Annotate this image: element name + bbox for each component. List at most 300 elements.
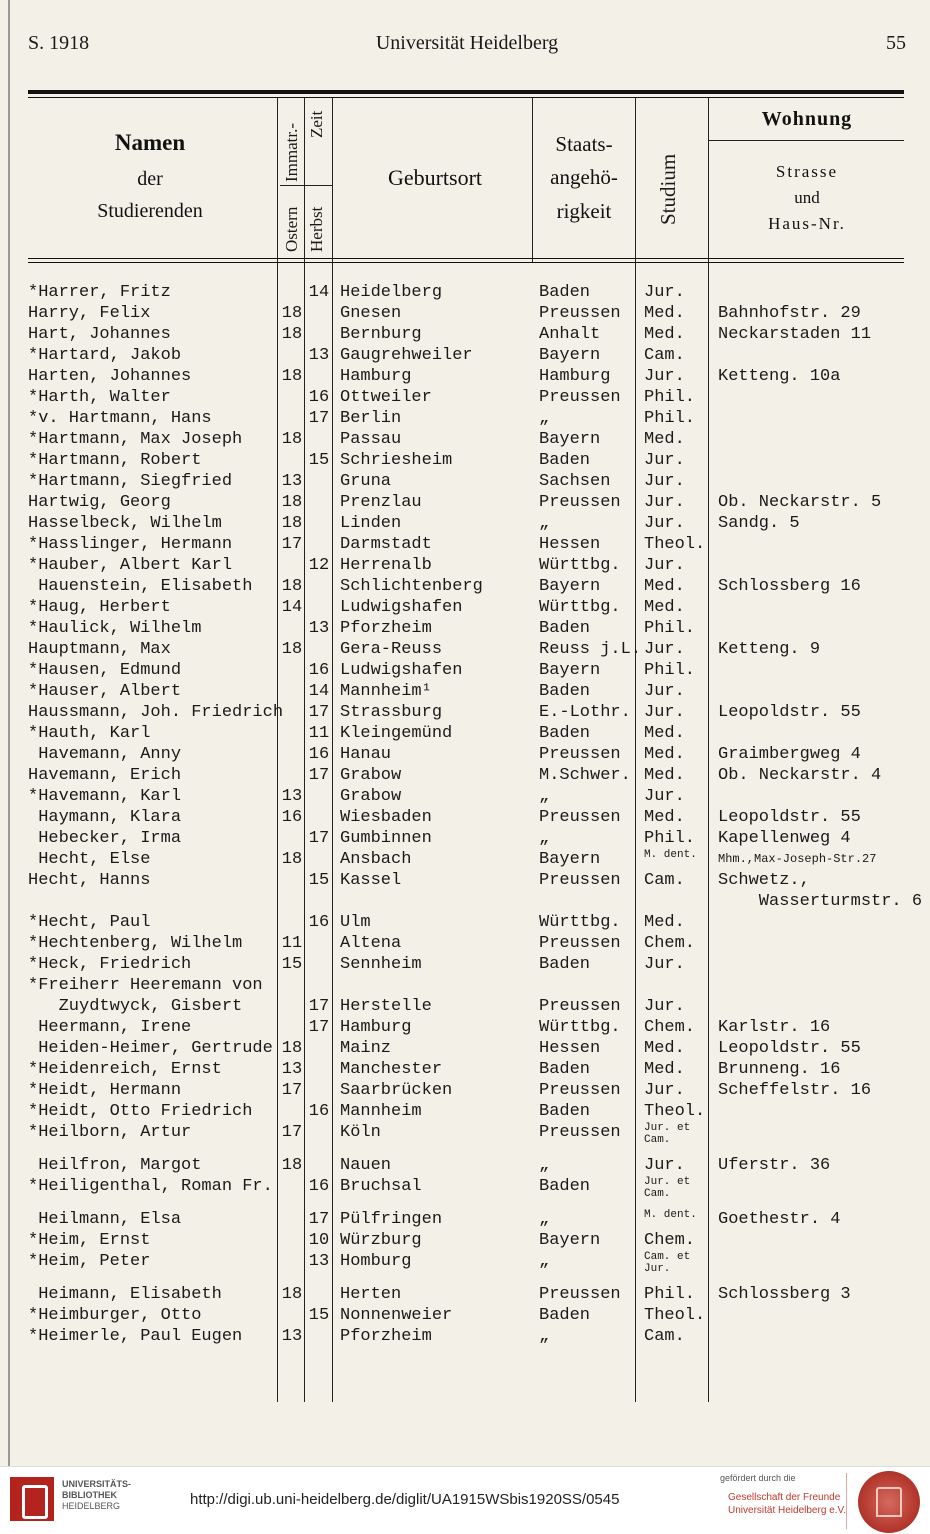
cell-name: *Heiligenthal, Roman Fr. [28,1177,273,1196]
cell-study: Phil. [644,1285,696,1304]
cell-study: Phil. [644,661,696,680]
cell-study: Theol. [644,535,706,554]
cell-birth: Altena [340,934,402,953]
cell-herbst: 17 [308,1210,330,1229]
cell-state: Bayern [539,661,601,680]
header-studium: Studium [656,153,680,225]
cell-herbst: 13 [308,346,330,365]
cell-herbst: 11 [308,724,330,743]
header-und: und [794,188,820,207]
cell-ostern: 16 [281,808,303,827]
table-row [0,765,930,786]
wohnung-divider [709,140,904,141]
cell-name: *Heimburger, Otto [28,1306,202,1325]
cell-name: *v. Hartmann, Hans [28,409,212,428]
cell-herbst: 17 [308,766,330,785]
cell-state: Preussen [539,1123,621,1142]
cell-name: Heimann, Elisabeth [28,1285,222,1304]
footer-divider [846,1473,847,1529]
cell-birth: Prenzlau [340,493,422,512]
cell-birth: Kassel [340,871,402,890]
cell-birth: Schlichtenberg [340,577,483,596]
cell-study: Jur. et Cam. [644,1122,691,1146]
cell-herbst: 16 [308,1102,330,1121]
cell-birth: Saarbrücken [340,1081,453,1100]
cell-study: Med. [644,766,685,785]
cell-state: Preussen [539,388,621,407]
cell-birth: Gera-Reuss [340,640,443,659]
cell-state: Sachsen [539,472,611,491]
header-staats-2: angehö- [550,165,618,189]
cell-state: Preussen [539,1285,621,1304]
cell-birth: Grabow [340,766,402,785]
cell-state: Preussen [539,871,621,890]
cell-name: *Heim, Ernst [28,1231,151,1250]
table-row [0,1059,930,1080]
cell-state: „ [539,1210,550,1229]
cell-birth: Pforzheim [340,1327,432,1346]
cell-state: Preussen [539,808,621,827]
cell-study: Theol. [644,1102,706,1121]
cell-study: Jur. [644,556,685,575]
cell-addr: Leopoldstr. 55 [718,703,861,722]
cell-name: *Hauth, Karl [28,724,151,743]
cell-birth: Herrenalb [340,556,432,575]
cell-herbst: 15 [308,871,330,890]
cell-birth: Herten [340,1285,402,1304]
cell-birth: Hanau [340,745,392,764]
cell-herbst: 14 [308,682,330,701]
table-row [0,639,930,660]
cell-name: Haymann, Klara [28,808,182,827]
cell-study: Jur. et Cam. [644,1176,691,1200]
cell-addr: Mhm.,Max-Joseph-Str.27 [718,852,877,866]
cell-ostern: 18 [281,304,303,323]
cell-study: Jur. [644,703,685,722]
table-row [0,471,930,492]
cell-study: M. dent. [644,849,697,861]
table-row [0,429,930,450]
cell-herbst: 13 [308,619,330,638]
cell-ostern: 11 [281,934,303,953]
cell-ostern: 17 [281,1123,303,1142]
cell-name: Hasselbeck, Wilhelm [28,514,222,533]
cell-study: Med. [644,598,685,617]
cell-study: Jur. [644,451,685,470]
table-row [0,1101,930,1122]
cell-ostern: 18 [281,1156,303,1175]
cell-state: „ [539,787,550,806]
header-studierenden: Studierenden [97,200,203,222]
cell-study: Cam. [644,1327,685,1346]
cell-birth: Wiesbaden [340,808,432,827]
cell-state: Baden [539,451,591,470]
cell-ostern: 18 [281,367,303,386]
header-wohnung: Wohnung [761,108,853,130]
cell-addr: Leopoldstr. 55 [718,1039,861,1058]
cell-state: Bayern [539,850,601,869]
cell-herbst: 16 [308,661,330,680]
cell-addr: Leopoldstr. 55 [718,808,861,827]
cell-name: Heilfron, Margot [28,1156,202,1175]
cell-addr: Sandg. 5 [718,514,800,533]
table-row [0,891,930,912]
cell-ostern: 15 [281,955,303,974]
cell-birth: Nauen [340,1156,392,1175]
cell-birth: Nonnenweier [340,1306,453,1325]
cell-herbst: 16 [308,388,330,407]
cell-state: Hessen [539,535,601,554]
cell-state: Anhalt [539,325,601,344]
cell-name: *Haulick, Wilhelm [28,619,202,638]
cell-birth: Mannheim¹ [340,682,432,701]
cell-state: M.Schwer. [539,766,631,785]
cell-state: „ [539,829,550,848]
table-row [0,828,930,849]
cell-state: Preussen [539,997,621,1016]
cell-birth: Ansbach [340,850,412,869]
table-row [0,1155,930,1176]
cell-addr: Schwetz., [718,871,810,890]
cell-addr: Scheffelstr. 16 [718,1081,872,1100]
cell-birth: Ludwigshafen [340,661,463,680]
immatr-divider [280,185,332,186]
cell-name: Hebecker, Irma [28,829,182,848]
cell-state: Preussen [539,934,621,953]
cell-state: „ [539,409,550,428]
cell-name: *Hartard, Jakob [28,346,182,365]
cell-name: Hecht, Else [28,850,151,869]
cell-name: *Hauber, Albert Karl [28,556,233,575]
table-row [0,660,930,681]
library-name-3: HEIDELBERG [62,1501,121,1511]
table-row [0,1251,930,1275]
table-row [0,681,930,702]
cell-birth: Hamburg [340,367,412,386]
cell-addr: Uferstr. 36 [718,1156,831,1175]
cell-study: Med. [644,808,685,827]
header-der: der [137,168,163,190]
cell-herbst: 16 [308,1177,330,1196]
cell-herbst: 17 [308,997,330,1016]
cell-name: *Heim, Peter [28,1252,151,1271]
library-name-2: BIBLIOTHEK [62,1490,117,1500]
cell-state: Württbg. [539,1018,621,1037]
header-namen: Namen [114,130,186,155]
cell-study: Jur. [644,997,685,1016]
cell-birth: Manchester [340,1060,443,1079]
cell-study: Med. [644,913,685,932]
table-row [0,618,930,639]
cell-name: *Hartmann, Max Joseph [28,430,243,449]
cell-study: Cam. et Jur. [644,1251,691,1275]
cell-herbst: 17 [308,829,330,848]
cell-name: *Hechtenberg, Wilhelm [28,934,243,953]
cell-name: Havemann, Erich [28,766,182,785]
cell-birth: Bruchsal [340,1177,422,1196]
running-head [28,32,906,62]
cell-state: Baden [539,1060,591,1079]
society-name [728,1491,846,1517]
table-row [0,282,930,303]
cell-state: Hessen [539,1039,601,1058]
table-row [0,1038,930,1059]
cell-state: Baden [539,619,591,638]
cell-birth: Schriesheim [340,451,453,470]
cell-addr: Brunneng. 16 [718,1060,841,1079]
supported-by: gefördert durch die [720,1473,796,1483]
cell-addr: Schlossberg 16 [718,577,861,596]
table-row [0,324,930,345]
header-ostern: Ostern [282,206,301,252]
cell-study: Med. [644,745,685,764]
header-geburtsort: Geburtsort [387,165,483,190]
table-row [0,702,930,723]
cell-name: Hartwig, Georg [28,493,171,512]
cell-ostern: 14 [281,598,303,617]
table-row [0,870,930,891]
cell-birth: Gnesen [340,304,402,323]
cell-state: „ [539,514,550,533]
cell-name: Heiden-Heimer, Gertrude [28,1039,273,1058]
cell-state: Baden [539,1306,591,1325]
cell-study: Jur. [644,1156,685,1175]
table-row [0,849,930,870]
table-row [0,513,930,534]
table-row [0,975,930,996]
cell-birth: Kleingemünd [340,724,453,743]
cell-name: *Heimerle, Paul Eugen [28,1327,243,1346]
cell-state: Baden [539,724,591,743]
cell-name: Harten, Johannes [28,367,192,386]
cell-birth: Bernburg [340,325,422,344]
table-row [0,576,930,597]
cell-study: Cam. [644,346,685,365]
cell-ostern: 18 [281,577,303,596]
cell-study: Jur. [644,514,685,533]
cell-study: Med. [644,304,685,323]
table-row [0,1176,930,1200]
table-row [0,954,930,975]
cell-state: E.-Lothr. [539,703,631,722]
cell-state: Bayern [539,577,601,596]
cell-study: Phil. [644,829,696,848]
cell-birth: Köln [340,1123,381,1142]
cell-herbst: 14 [308,283,330,302]
cell-state: Hamburg [539,367,611,386]
cell-name: *Hasslinger, Hermann [28,535,233,554]
cell-birth: Hamburg [340,1018,412,1037]
cell-state: Baden [539,1102,591,1121]
cell-name: *Heidt, Otto Friedrich [28,1102,253,1121]
cell-study: Med. [644,724,685,743]
cell-state: Preussen [539,304,621,323]
cell-ostern: 17 [281,1081,303,1100]
cell-ostern: 13 [281,472,303,491]
cell-name: *Freiherr Heeremann von [28,976,263,995]
table-row [0,408,930,429]
cell-study: Med. [644,325,685,344]
cell-birth: Strassburg [340,703,443,722]
footer-bar [0,1466,930,1534]
cell-name: *Hauser, Albert [28,682,182,701]
cell-ostern: 18 [281,850,303,869]
cell-name: *Hartmann, Siegfried [28,472,233,491]
table-row [0,744,930,765]
header-strasse: Strasse [775,162,839,181]
cell-study: M. dent. [644,1209,697,1221]
cell-birth: Heidelberg [340,283,443,302]
cell-birth: Berlin [340,409,402,428]
cell-name: Haussmann, Joh. Friedrich [28,703,284,722]
table-row [0,933,930,954]
cell-name: Hauptmann, Max [28,640,171,659]
table-row [0,1305,930,1326]
cell-study: Med. [644,1039,685,1058]
cell-state: Bayern [539,1231,601,1250]
cell-name: *Heidenreich, Ernst [28,1060,222,1079]
cell-name: Heermann, Irene [28,1018,192,1037]
cell-birth: Pülfringen [340,1210,443,1229]
cell-addr: Ob. Neckarstr. 4 [718,766,882,785]
cell-ostern: 17 [281,535,303,554]
table-row [0,1209,930,1230]
cell-name: Havemann, Anny [28,745,182,764]
cell-addr: Ob. Neckarstr. 5 [718,493,882,512]
society-name-2: Universität Heidelberg e.V. [728,1505,847,1516]
source-url[interactable]: http://digi.ub.uni-heidelberg.de/diglit/UA1915WSbis1920SS/0545 [190,1491,620,1508]
cell-herbst: 12 [308,556,330,575]
cell-addr: Kapellenweg 4 [718,829,851,848]
cell-name: *Heck, Friedrich [28,955,192,974]
cell-state: Preussen [539,745,621,764]
cell-addr: Bahnhofstr. 29 [718,304,861,323]
cell-state: Württbg. [539,913,621,932]
cell-state: Baden [539,283,591,302]
cell-birth: Gumbinnen [340,829,432,848]
header-immatr: Immatr.- [282,122,301,182]
cell-name: *Hartmann, Robert [28,451,202,470]
cell-birth: Darmstadt [340,535,432,554]
cell-study: Jur. [644,640,685,659]
cell-addr: Goethestr. 4 [718,1210,841,1229]
cell-name: Zuydtwyck, Gisbert [28,997,243,1016]
cell-study: Jur. [644,682,685,701]
table-row [0,555,930,576]
cell-name: *Havemann, Karl [28,787,182,806]
cell-study: Chem. [644,934,696,953]
cell-birth: Linden [340,514,402,533]
cell-herbst: 15 [308,1306,330,1325]
library-name-1: UNIVERSITÄTS- [62,1479,132,1489]
cell-study: Med. [644,577,685,596]
header-hausnr: Haus-Nr. [768,214,846,233]
cell-study: Theol. [644,1306,706,1325]
cell-birth: Mannheim [340,1102,422,1121]
cell-birth: Herstelle [340,997,432,1016]
cell-herbst: 17 [308,409,330,428]
table-row [0,912,930,933]
table-row [0,534,930,555]
cell-birth: Pforzheim [340,619,432,638]
cell-name: *Heilborn, Artur [28,1123,192,1142]
running-head-title: Universität Heidelberg [375,32,559,54]
cell-birth: Gruna [340,472,392,491]
table-row [0,450,930,471]
cell-addr: Wasserturmstr. 6 [718,892,923,911]
cell-study: Cam. [644,871,685,890]
table-row [0,1230,930,1251]
cell-state: „ [539,1252,550,1271]
cell-state: „ [539,1156,550,1175]
cell-ostern: 18 [281,1285,303,1304]
cell-name: Harry, Felix [28,304,151,323]
library-logo-icon [10,1477,54,1521]
cell-name: *Harth, Walter [28,388,171,407]
cell-study: Med. [644,430,685,449]
header-zeit: Zeit [307,110,326,138]
cell-birth: Sennheim [340,955,422,974]
cell-name: Hauenstein, Elisabeth [28,577,253,596]
cell-addr: Graimbergweg 4 [718,745,861,764]
table-row [0,786,930,807]
cell-birth: Grabow [340,787,402,806]
table-row [0,807,930,828]
library-name [62,1479,131,1512]
cell-study: Phil. [644,388,696,407]
cell-study: Chem. [644,1018,696,1037]
cell-birth: Gaugrehweiler [340,346,473,365]
cell-state: Württbg. [539,556,621,575]
header-staats-3: rigkeit [556,199,612,223]
cell-birth: Ludwigshafen [340,598,463,617]
cell-herbst: 17 [308,703,330,722]
header-rule-2 [28,262,904,263]
table-row [0,1017,930,1038]
cell-state: Baden [539,1177,591,1196]
cell-name: *Hecht, Paul [28,913,151,932]
cell-study: Jur. [644,283,685,302]
cell-ostern: 18 [281,640,303,659]
cell-addr: Karlstr. 16 [718,1018,831,1037]
cell-name: *Haug, Herbert [28,598,171,617]
cell-birth: Homburg [340,1252,412,1271]
cell-ostern: 18 [281,325,303,344]
cell-herbst: 16 [308,913,330,932]
cell-herbst: 17 [308,1018,330,1037]
cell-birth: Passau [340,430,402,449]
top-rule-thin [28,97,904,98]
cell-ostern: 13 [281,787,303,806]
cell-addr: Schlossberg 3 [718,1285,851,1304]
cell-ostern: 18 [281,493,303,512]
cell-study: Phil. [644,409,696,428]
cell-name: Heilmann, Elsa [28,1210,182,1229]
cell-herbst: 13 [308,1252,330,1271]
table-row [0,996,930,1017]
cell-state: Reuss j.L. [539,640,642,659]
cell-addr: Neckarstaden 11 [718,325,872,344]
col-line-4 [532,98,533,262]
cell-name: *Hausen, Edmund [28,661,182,680]
cell-birth: Mainz [340,1039,392,1058]
cell-birth: Ulm [340,913,371,932]
table-row [0,597,930,618]
cell-study: Jur. [644,493,685,512]
cell-name: *Heidt, Hermann [28,1081,182,1100]
cell-herbst: 16 [308,745,330,764]
cell-state: „ [539,1327,550,1346]
